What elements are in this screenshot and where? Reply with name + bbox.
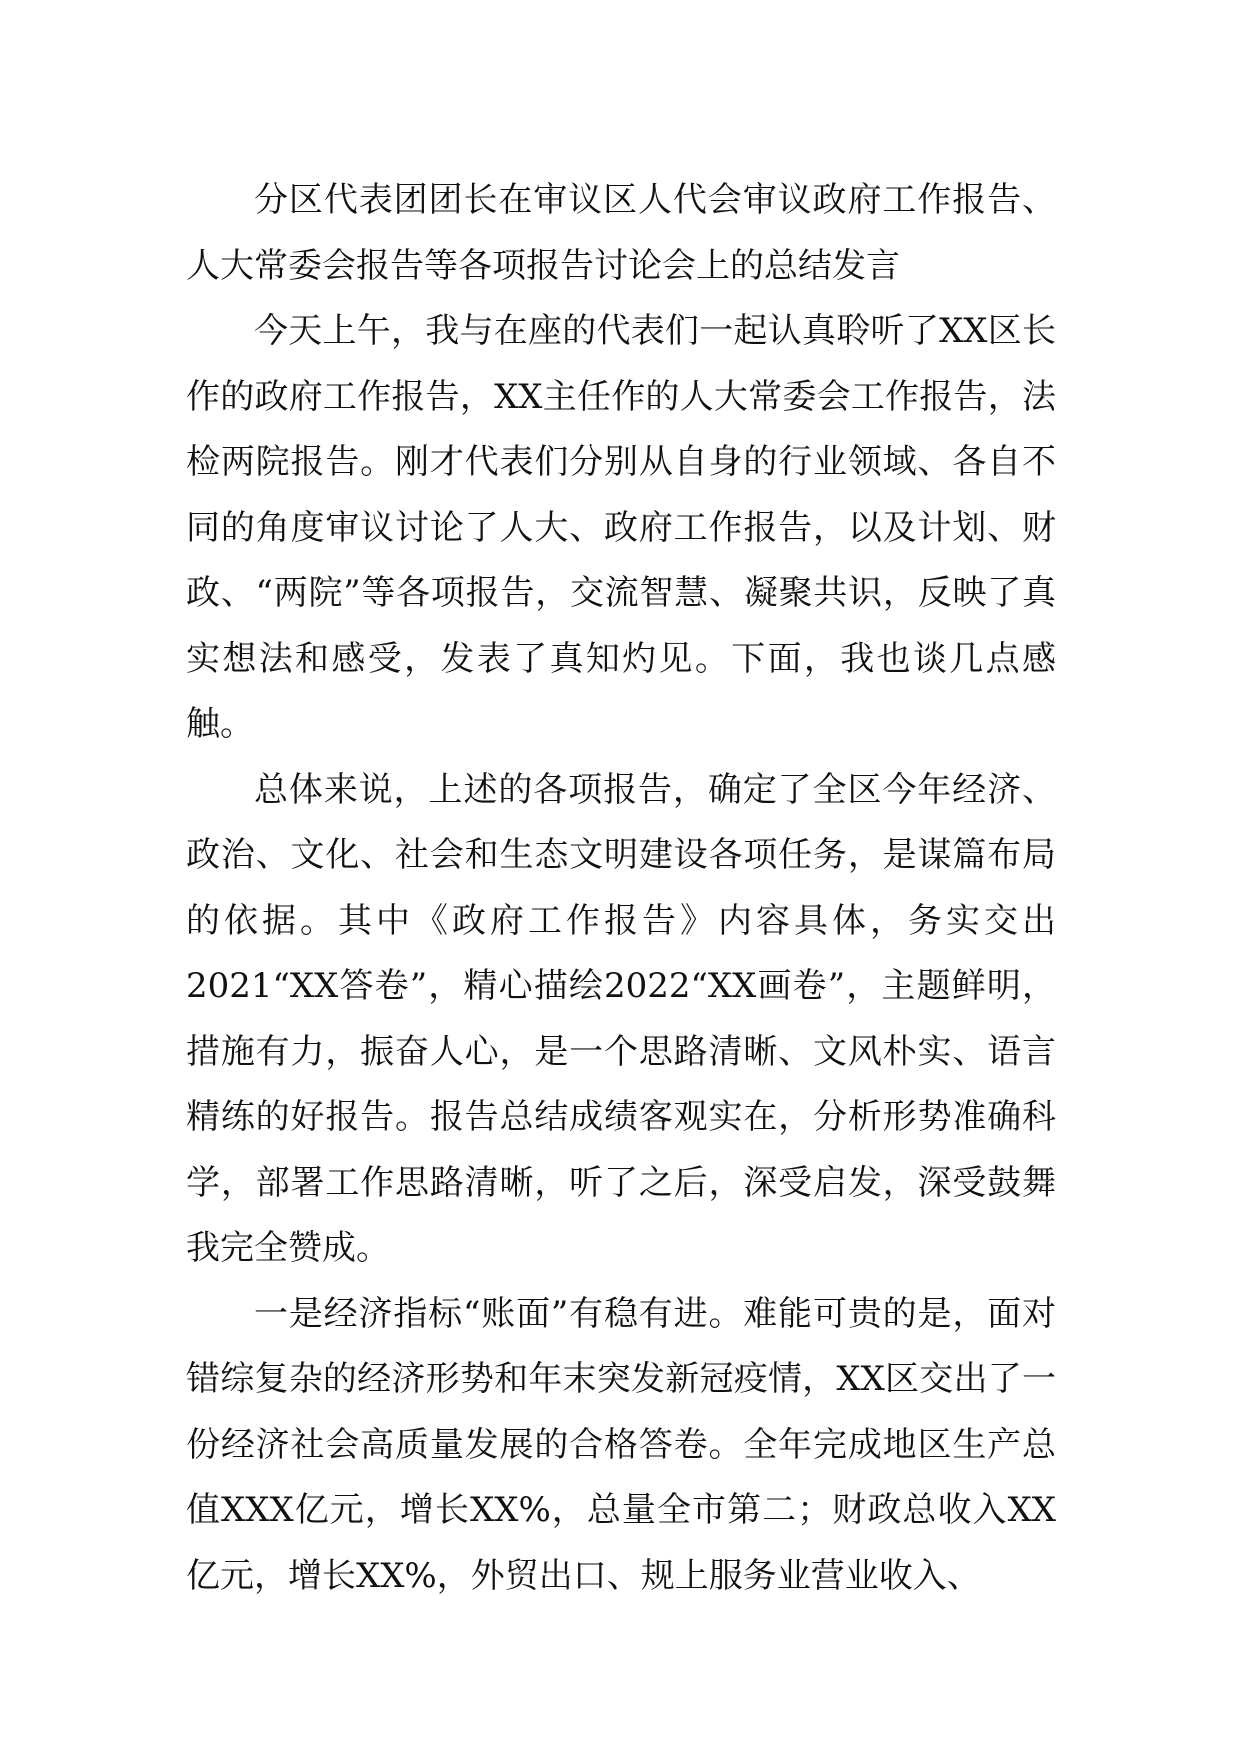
document-title: 分区代表团团长在审议区人代会审议政府工作报告、人大常委会报告等各项报告讨论会上的总结发言 [186, 180, 1056, 286]
paragraph-overall-assessment: 总体来说，上述的各项报告，确定了全区今年经济、政治、文化、社会和生态文明建设各项任务，是谋篇布局的依据。其中《政府工作报告》内容具体，务实交出2021“XX答卷”，精心描绘2022“XX画卷”，主题鲜明，措施有力，振奋人心，是一个思路清晰、文风朴实、语言精练的好报告。报告总结成绩客观实在，分析形势准确科学，部署工作思路清晰，听了之后，深受启发，深受鼓舞我完全赞成。 [186, 769, 1056, 1268]
paragraph-intro: 今天上午，我与在座的代表们一起认真聆听了XX区长作的政府工作报告，XX主任作的人大常委会工作报告，法检两院报告。刚才代表们分别从自身的行业领域、各自不同的角度审议讨论了人大、政府工作报告，以及计划、财政、“两院”等各项报告，交流智慧、凝聚共识，反映了真实想法和感受，发表了真知灼见。下面，我也谈几点感触。 [186, 311, 1056, 744]
paragraph-economic-indicators: 一是经济指标“账面”有稳有进。难能可贵的是，面对错综复杂的经济形势和年末突发新冠疫情，XX区交出了一份经济社会高质量发展的合格答卷。全年完成地区生产总值XXX亿元，增长XX%，总量全市第二；财政总收入XX亿元，增长XX%，外贸出口、规上服务业营业收入、 [186, 1293, 1056, 1596]
document-body [186, 168, 1056, 1609]
